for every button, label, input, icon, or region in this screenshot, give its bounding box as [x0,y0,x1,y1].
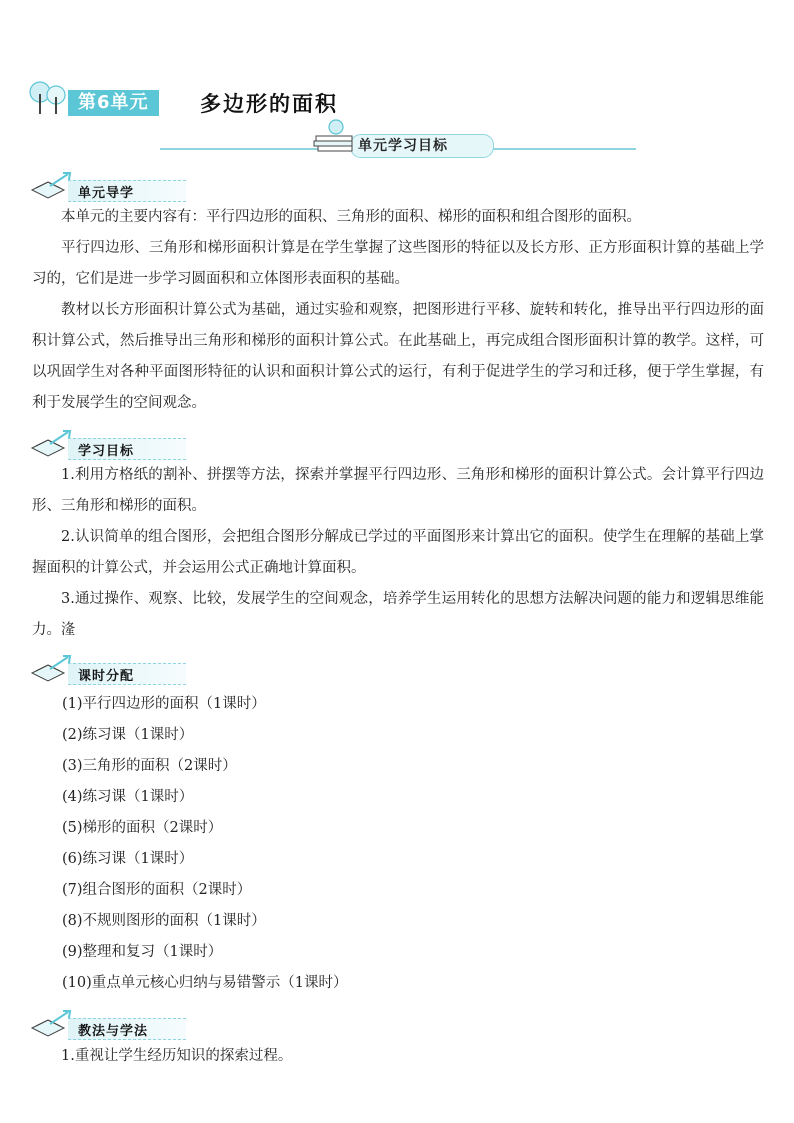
list-item: (4)练习课（1课时） [62,789,194,805]
unit-badge: 第6单元 [68,90,159,116]
section-head-schedule [30,655,190,685]
list-item: (2)练习课（1课时） [62,727,194,743]
section-title: 学习目标 [78,444,135,459]
paragraph: 3.通过操作、观察、比较，发展学生的空间观念，培养学生运用转化的思想方法解决问题的能力和逻辑思维能力。湰 [32,591,764,638]
list-item: (5)梯形的面积（2课时） [62,820,223,836]
section-head-methods [30,1010,190,1040]
paragraph: 2.认识简单的组合图形，会把组合图形分解成已学过的平面图形来计算出它的面积。使学生在理解的基础上掌握面积的计算公式，并会运用公式正确地计算面积。 [32,529,764,576]
goal-banner-title: 单元学习目标 [358,138,448,154]
paragraph: 平行四边形、三角形和梯形面积计算是在学生掌握了这些图形的特征以及长方形、正方形面积计算的基础上学习的，它们是进一步学习圆面积和立体图形表面积的基础。 [32,240,764,287]
list-item: (3)三角形的面积（2课时） [62,758,237,774]
trees-icon [28,80,68,116]
section-head-goals [30,430,190,460]
list-item: (8)不规则图形的面积（1课时） [62,913,266,929]
paragraph: 本单元的主要内容有：平行四边形的面积、三角形的面积、梯形的面积和组合图形的面积。 [61,209,641,225]
paragraph: 1.重视让学生经历知识的探索过程。 [61,1048,293,1064]
unit-header [28,80,768,120]
section-head-guide [30,172,190,202]
schedule-list [62,689,348,999]
list-item: (6)练习课（1课时） [62,851,194,867]
paragraph: 1.利用方格纸的割补、拼摆等方法，探索并掌握平行四边形、三角形和梯形的面积计算公式。会计算平行四边形、三角形和梯形的面积。 [32,467,764,514]
unit-title: 多边形的面积 [200,92,338,116]
paragraph: 教材以长方形面积计算公式为基础，通过实验和观察，把图形进行平移、旋转和转化，推导出平行四边形的面积计算公式，然后推导出三角形和梯形的面积计算公式。在此基础上，再完成组合图形面积计算的教学。这样，可以巩固学生对各种平面图形特征的认识和面积计算公式的运行，有利于促进学生的学习和迁移，便于学生掌握，有利于发展学生的空间观念。 [32,302,764,411]
section-title: 单元导学 [78,186,135,201]
section-title: 教法与学法 [78,1024,149,1039]
list-item: (9)整理和复习（1课时） [62,944,223,960]
list-item: (10)重点单元核心归纳与易错警示（1课时） [62,975,348,991]
books-icon [312,118,356,152]
section-title: 课时分配 [78,669,135,684]
list-item: (1)平行四边形的面积（1课时） [62,696,266,712]
goal-banner [160,118,636,158]
list-item: (7)组合图形的面积（2课时） [62,882,252,898]
